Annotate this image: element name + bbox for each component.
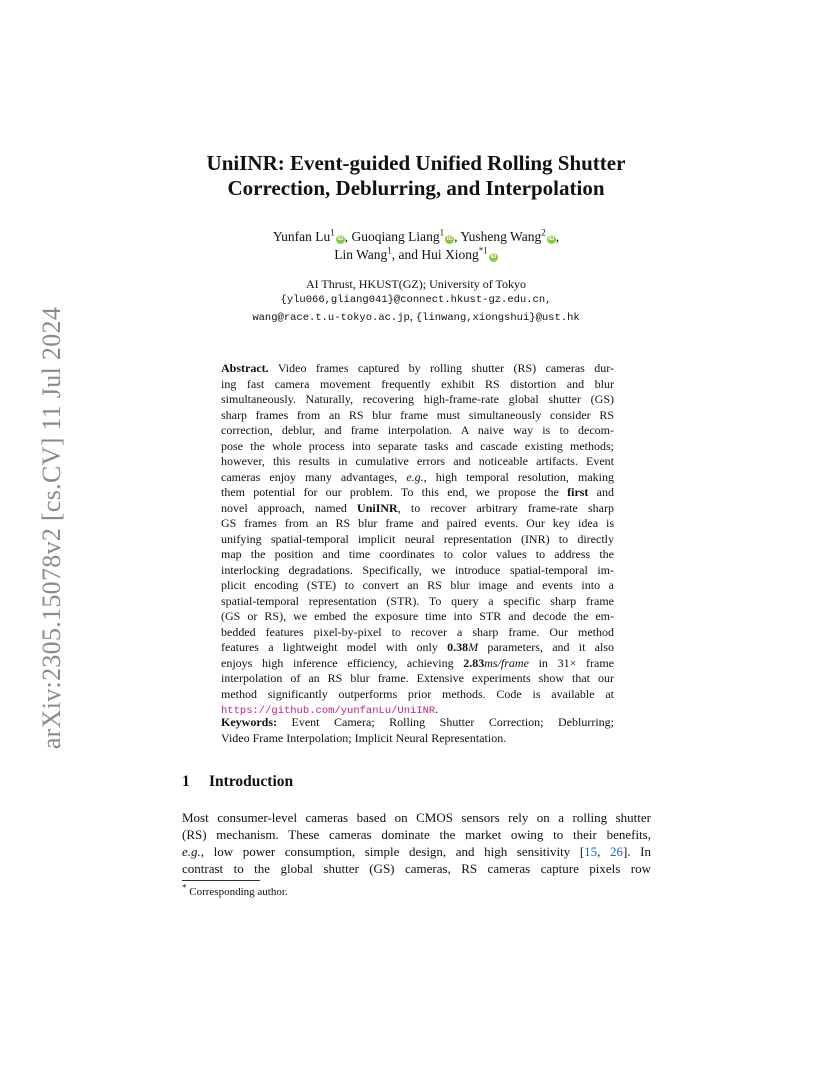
paper-title <box>160 151 672 201</box>
abstract-label: Abstract. <box>221 361 269 375</box>
keywords-label: Keywords: <box>221 715 277 729</box>
arxiv-identifier: arXiv:2305.15078v2 [cs.CV] 11 Jul 2024 <box>37 306 66 750</box>
abstract: Abstract. Video frames captured by rolling shutter (RS) cameras dur- ing fast camera movement frequently exhibit RS distortion and blur simultaneously. Naturally, recovering high-frame-rate global shutter (GS) sharp frames from an RS blur frame must simultaneously consider RS correction, deblur, and frame interpolation. A naive way is to decom- pose the whole process into separate tasks and cascade existing methods; however, this results in cumulative errors and noticeable artifacts. Event cameras enjoy many advantages, e.g., high temporal resolution, making them potential for our problem. To this end, we propose the first and novel approach, named UniINR, to recover arbitrary frame-rate sharp GS frames from an RS blur frame and paired events. Our key idea is unifying spatial-temporal implicit neural representation (INR) to directly map the position and time coordinates to color values to address the interlocking degradations. Specifically, we introduce spatial-temporal im- plicit encoding (STE) to convert an RS blur image and events into a spatial-temporal representation (STR). To query a specific sharp frame (GS or RS), we embed the exposure time into STR and decode the em- bedded features pixel-by-pixel to recover a sharp frame. Our method features a lightweight model with only 0.38M parameters, and it also enjoys high inference efficiency, achieving 2.83ms/frame in 31× frame interpolation of an RS blur frame. Extensive experiments show that our method significantly outperforms prior methods. Code is available at https://github.com/yunfanLu/UniINR. <box>221 361 614 717</box>
author-name: Yunfan Lu <box>272 229 331 244</box>
footnote: * Corresponding author. <box>182 882 288 898</box>
affiliation-mark: 1 <box>439 227 445 238</box>
affiliation-mark: 2 <box>541 227 546 238</box>
affiliation-block: AI Thrust, HKUST(GZ); University of Tokyo {ylu066,gliang041}@connect.hkust-gz.edu.cn, wang@race.t.u-tokyo.ac.jp, {linwang,xiongshui}@ust.hk <box>180 276 652 326</box>
section-heading <box>182 773 293 791</box>
author-list: Yunfan Lu$^1$iD , Guoqiang Liang$^1$iD , Yusheng Wang$^2$iD , Lin Wang$^1$, and Hui Xiong$^{*1}$iD <box>272 227 560 262</box>
orcid-icon[interactable]: iD <box>490 254 497 260</box>
section-number: 1 <box>182 773 190 790</box>
author-name: Yusheng Wang <box>460 229 542 244</box>
author-name: Hui Xiong <box>421 247 479 262</box>
citation-link[interactable]: 15 <box>584 844 598 859</box>
title-line: Correction, Deblurring, and Interpolation <box>227 176 605 200</box>
method-name: UniINR <box>357 500 398 515</box>
author-name: Lin Wang <box>334 247 388 262</box>
affiliation-mark: *1 <box>478 245 488 256</box>
title-line: UniINR: Event-guided Unified Rolling Shutter <box>206 151 626 175</box>
affiliation-mark: 1 <box>330 227 335 238</box>
author-name: Guoqiang Liang <box>351 229 440 244</box>
email: {linwang,xiongshui}@ust.hk <box>415 312 580 324</box>
orcid-icon[interactable]: iD <box>548 236 555 242</box>
keywords: Keywords: Event Camera; Rolling Shutter Correction; Deblurring; Video Frame Interpolation; Implicit Neural Representation. <box>221 715 614 745</box>
intro-paragraph: Most consumer-level cameras based on CMOS sensors rely on a rolling shutter (RS) mechanism. These cameras dominate the market owing to their benefits, e.g., low power consumption, simple design, and high sensitivity [15, 26]. In contrast to the global shutter (GS) cameras, RS cameras capture pixels row <box>182 810 652 876</box>
footnote-rule <box>182 880 260 881</box>
section-title: Introduction <box>209 773 294 790</box>
orcid-icon[interactable]: iD <box>446 236 453 242</box>
email: wang@race.t.u-tokyo.ac.jp <box>252 312 410 324</box>
orcid-icon[interactable]: iD <box>337 236 344 242</box>
affiliation-mark: 1 <box>387 245 392 256</box>
code-link[interactable]: https://github.com/yunfanLu/UniINR <box>221 705 436 717</box>
email-line: {ylu066,gliang041}@connect.hkust-gz.edu.cn, <box>280 294 552 306</box>
citation-link[interactable]: 26 <box>610 844 624 859</box>
affiliation-line: AI Thrust, HKUST(GZ); University of Tokyo <box>305 277 527 291</box>
